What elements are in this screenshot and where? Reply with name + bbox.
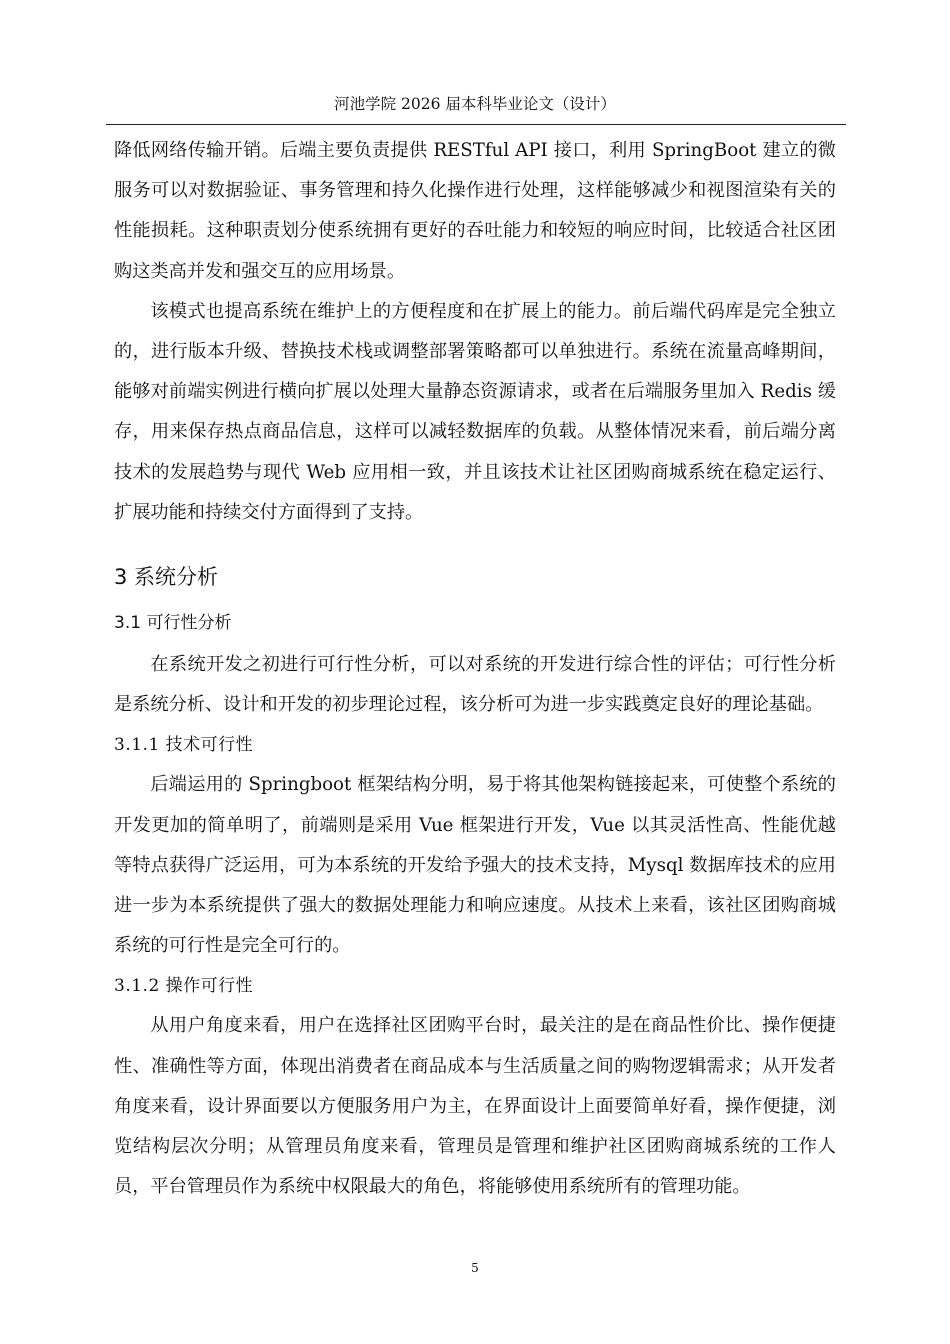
running-header: 河池学院 2026 届本科毕业论文（设计） [334, 95, 616, 113]
paragraph-maintenance: 该模式也提高系统在维护上的方便程度和在扩展上的能力。前后端代码库是完全独立的，进行版本升级、替换技术栈或调整部署策略都可以单独进行。系统在流量高峰期间，能够对前端实例进行横向扩展以处理大量静态资源请求，或者在后端服务里加入 Redis 缓存，用来保存热点商品信息，这样可以减轻数据库的负载。从整体情况来看，前后端分离技术的发展趋势与现代 Web 应用相一致，并且该技术让社区团购商城系统在稳定运行、扩展功能和持续交付方面得到了支持。 [114, 300, 836, 523]
page-body [114, 131, 836, 1207]
chapter-heading: 3 系统分析 [114, 565, 219, 590]
subsection-heading-operational: 3.1.2 操作可行性 [114, 976, 254, 997]
paragraph-feasibility-intro: 在系统开发之初进行可行性分析，可以对系统的开发进行综合性的评估；可行性分析是系统分析、设计和开发的初步理论过程，该分析可为进一步实践奠定良好的理论基础。 [114, 654, 836, 716]
page-number: 5 [471, 1261, 479, 1275]
paragraph-technical-feasibility: 后端运用的 Springboot 框架结构分明，易于将其他架构链接起来，可使整个系统的开发更加的简单明了，前端则是采用 Vue 框架进行开发，Vue 以其灵活性高、性能优越等特点获得广泛运用，可为本系统的开发给予强大的技术支持，Mysql 数据库技术的应用进一步为本系统提供了强大的数据处理能力和响应速度。从技术上来看，该社区团购商城系统的可行性是完全可行的。 [114, 774, 836, 957]
paragraph-operational-feasibility: 从用户角度来看，用户在选择社区团购平台时，最关注的是在商品性价比、操作便捷性、准确性等方面，体现出消费者在商品成本与生活质量之间的购物逻辑需求；从开发者角度来看，设计界面要以方便服务用户为主，在界面设计上面要简单好看，操作便捷，浏览结构层次分明；从管理员角度来看，管理员是管理和维护社区团购商城系统的工作人员，平台管理员作为系统中权限最大的角色，将能够使用系统所有的管理功能。 [114, 1015, 836, 1198]
section-heading: 3.1 可行性分析 [114, 613, 232, 634]
subsection-heading-technical: 3.1.1 技术可行性 [114, 735, 254, 756]
header-divider [106, 124, 846, 125]
paragraph-continued: 降低网络传输开销。后端主要负责提供 RESTful API 接口，利用 SpringBoot 建立的微服务可以对数据验证、事务管理和持久化操作进行处理，这样能够减少和视图渲染有关的性能损耗。这种职责划分使系统拥有更好的吞吐能力和较短的响应时间，比较适合社区团购这类高并发和强交互的应用场景。 [114, 140, 836, 282]
